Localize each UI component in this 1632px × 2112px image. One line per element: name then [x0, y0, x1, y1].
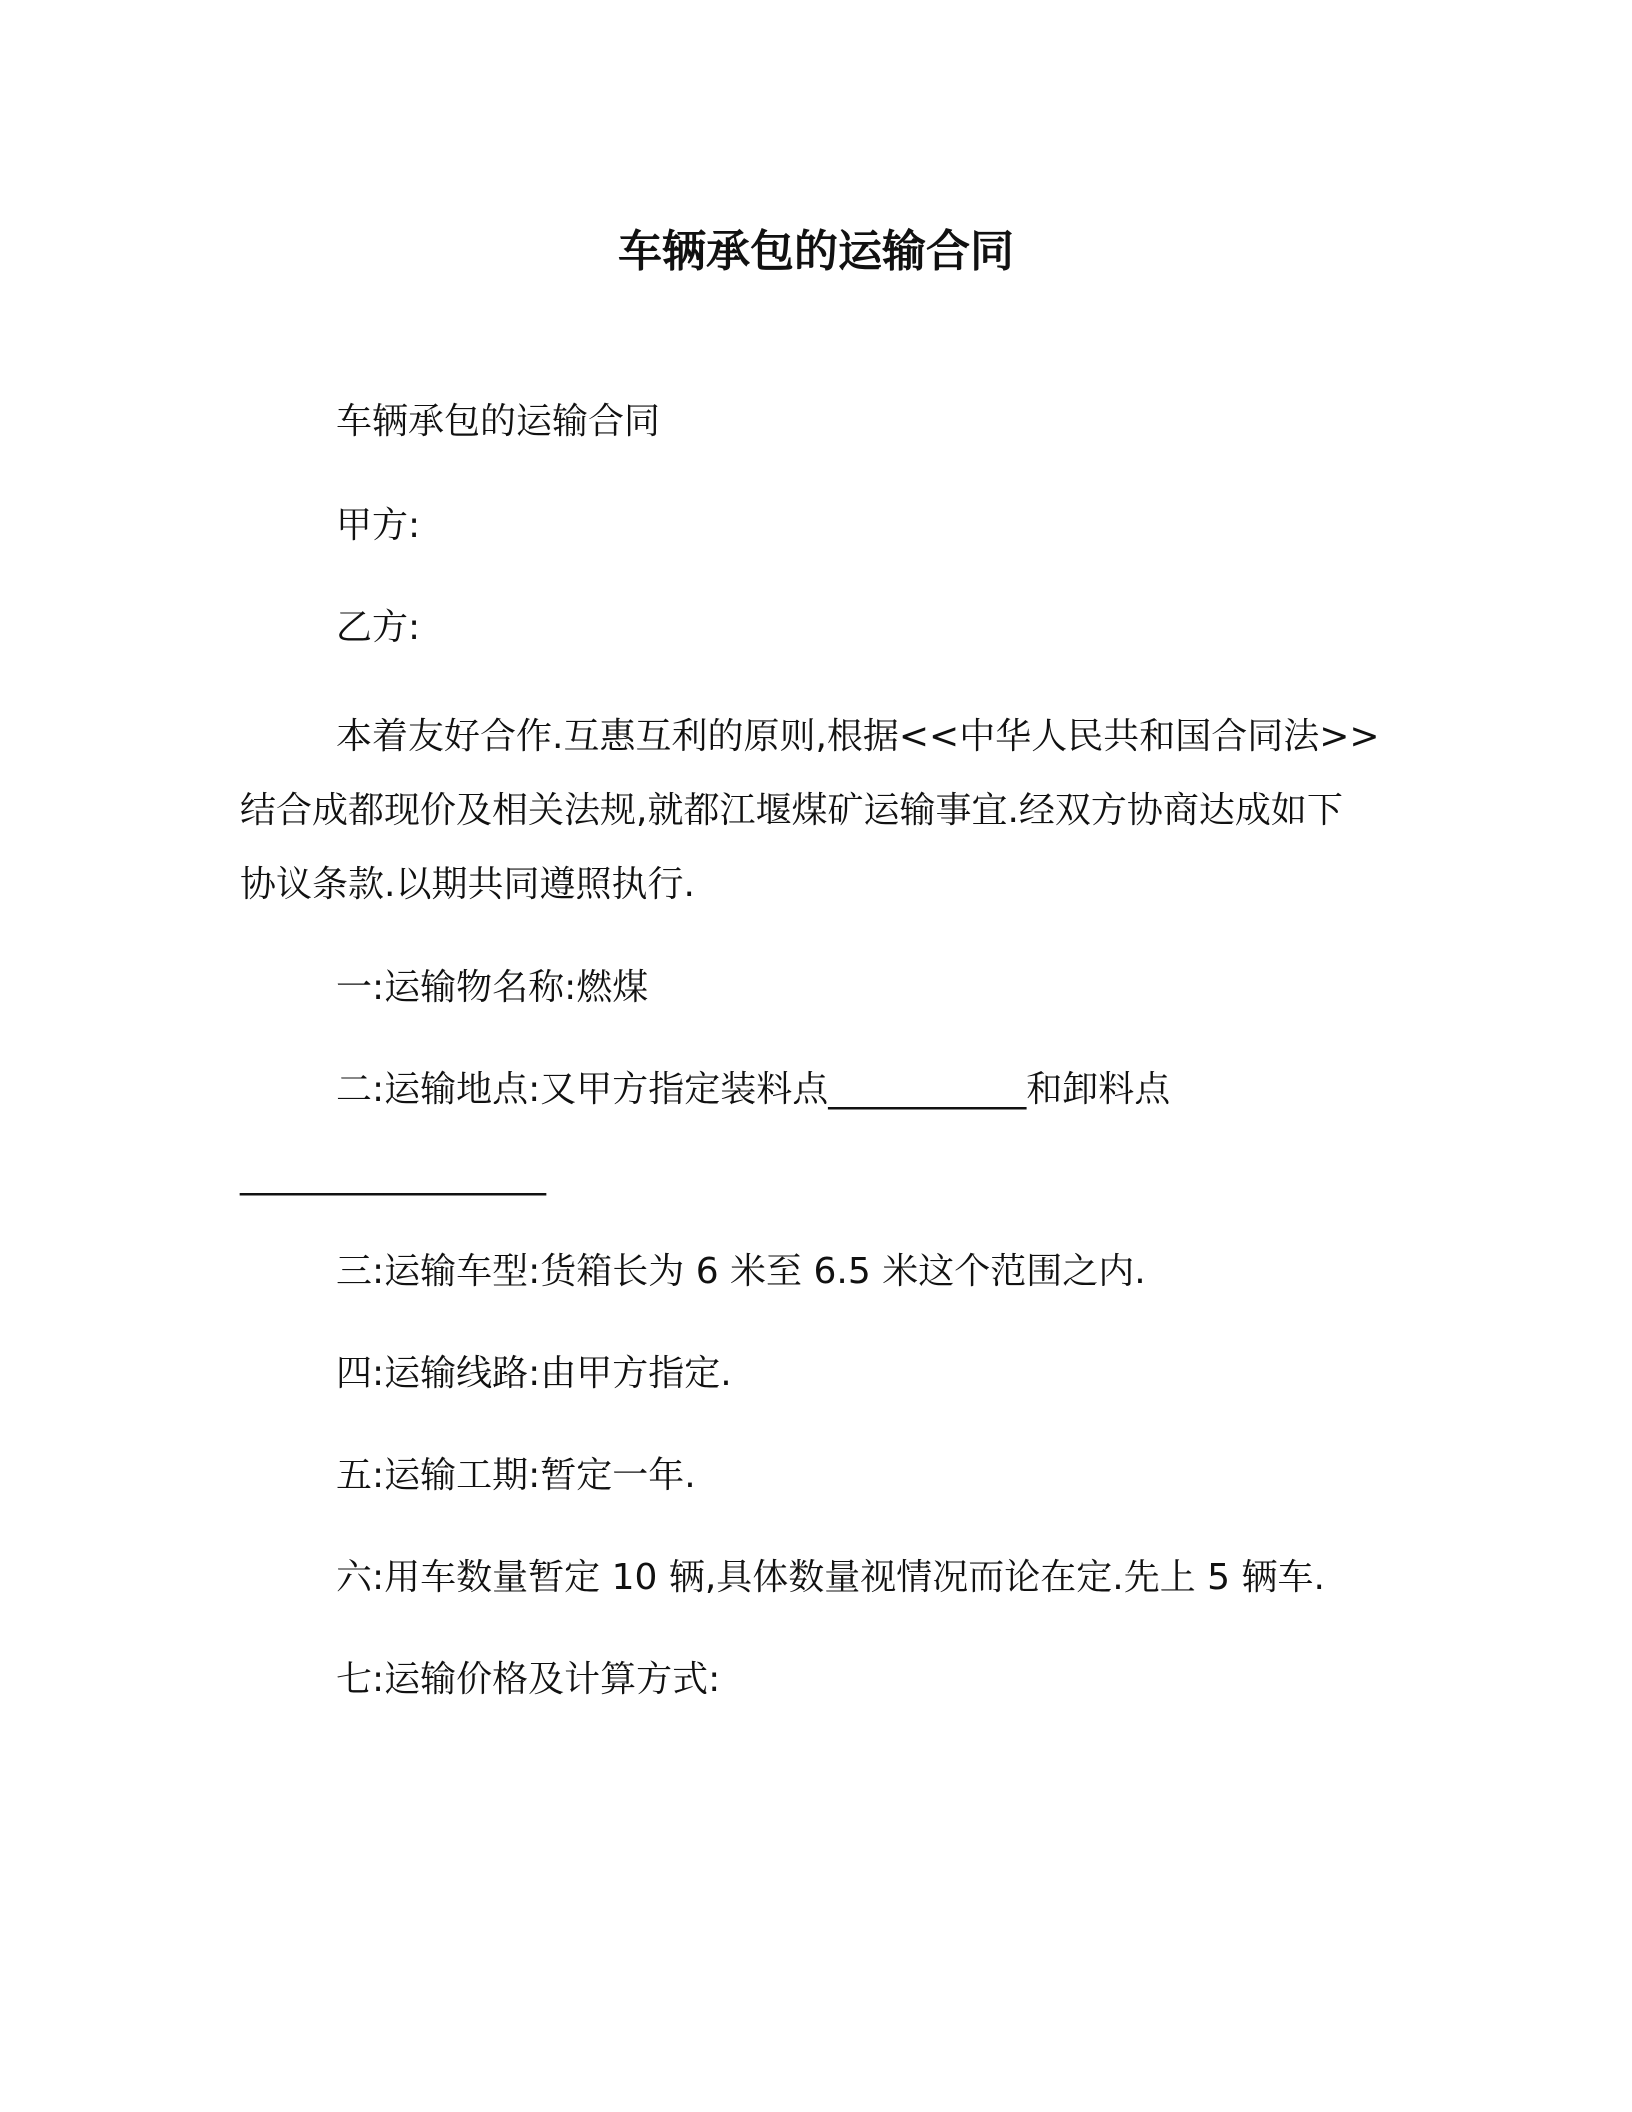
- clause-1: 一:运输物名称:燃煤: [336, 967, 649, 1008]
- document-subtitle: 车辆承包的运输合同: [336, 401, 661, 442]
- clause-3: 三:运输车型:货箱长为 6 米至 6.5 米这个范围之内.: [336, 1251, 1146, 1292]
- clause-2: 二:运输地点:又甲方指定装料点___________和卸料点: [336, 1069, 1171, 1110]
- clause-5: 五:运输工期:暂定一年.: [336, 1455, 696, 1496]
- clause-7: 七:运输价格及计算方式:: [336, 1659, 721, 1700]
- clause-6: 六:用车数量暂定 10 辆,具体数量视情况而论在定.先上 5 辆车.: [336, 1557, 1325, 1598]
- clause-2-continuation: _________________: [240, 1155, 546, 1196]
- document-title: 车辆承包的运输合同: [618, 226, 1014, 277]
- intro-line-3: 协议条款.以期共同遵照执行.: [240, 864, 695, 905]
- party-b-label: 乙方:: [336, 607, 421, 648]
- clause-4: 四:运输线路:由甲方指定.: [336, 1353, 732, 1394]
- intro-paragraph: [240, 700, 1390, 922]
- intro-line-2: 结合成都现价及相关法规,就都江堰煤矿运输事宜.经双方协商达成如下: [240, 790, 1343, 831]
- party-a-label: 甲方:: [336, 505, 421, 546]
- intro-line-1: 本着友好合作.互惠互利的原则,根据<<中华人民共和国合同法>>: [336, 716, 1380, 757]
